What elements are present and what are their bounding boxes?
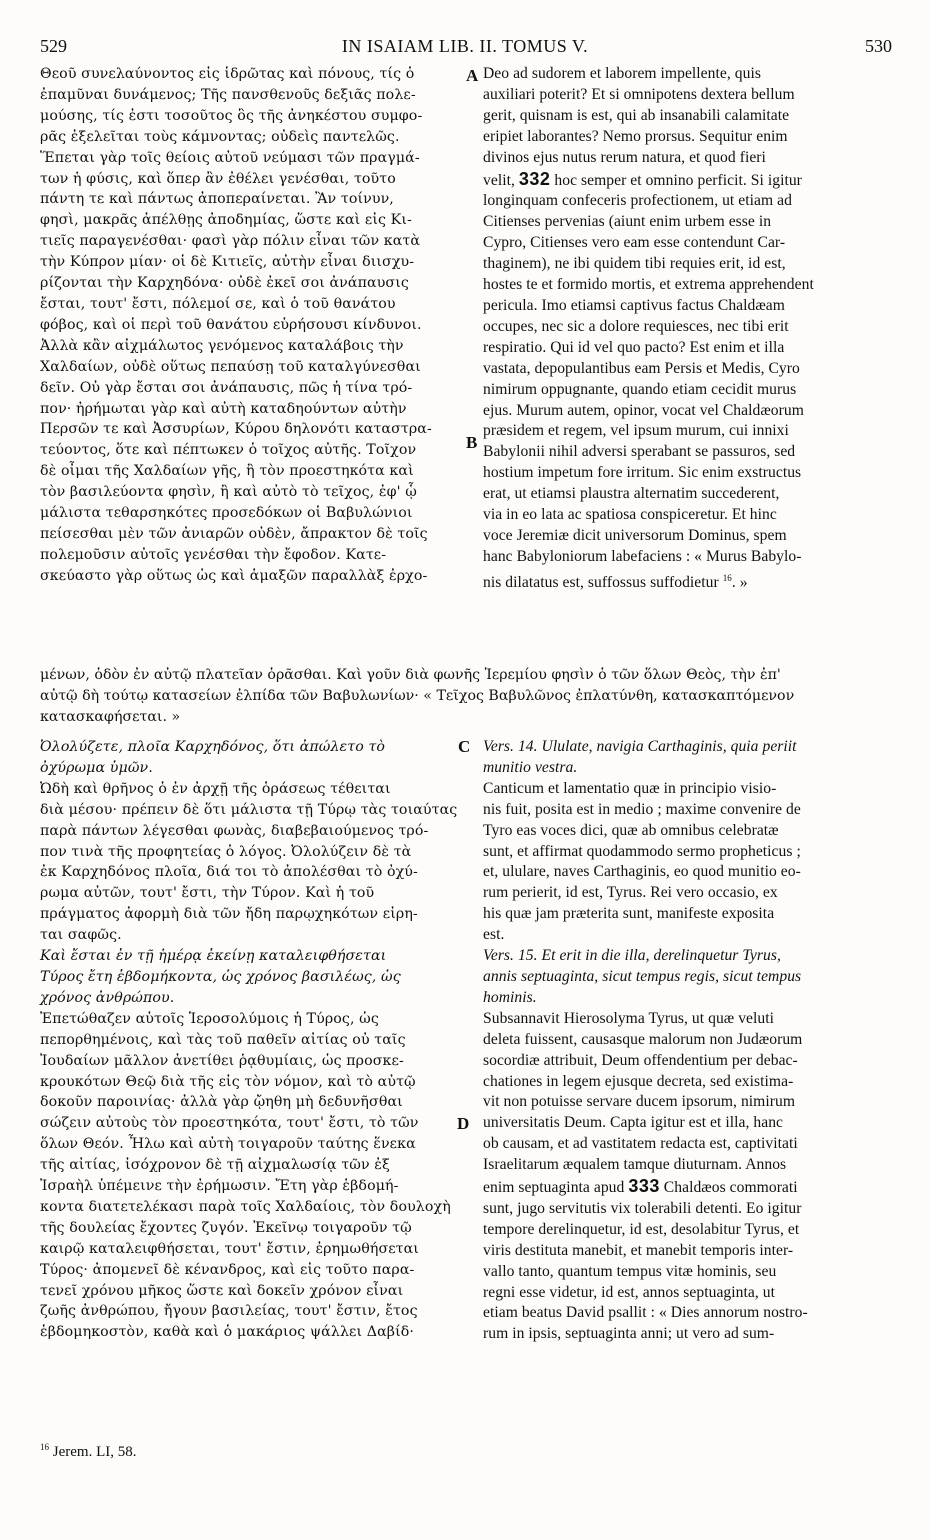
page-number-right: 530 <box>865 36 892 56</box>
text-line: auxiliari poterit? Et si omnipotens dextera bellum <box>483 85 795 103</box>
text-line: tempore derelinquetur, id est, desolabitur Tyrus, et <box>483 1220 800 1238</box>
text-line: Tyro eas voces dici, quæ ab omnibus celebratæ <box>483 821 779 839</box>
text-line: etiam beatus David psallit : « Dies annorum nostro- <box>483 1304 808 1322</box>
text-line: πράγματος ἀφορμὴ διὰ τῶν ἤδη παρῳχηκότων εἰρη- <box>40 906 418 923</box>
text-line: φόβος, καὶ οἱ περὶ τοῦ θανάτου εὑρήσουσι κίνδυνοι. <box>40 316 422 333</box>
text-line: eripiet laborantes? Nemo prorsus. Sequitur enim <box>483 127 788 145</box>
text-line: occupes, nec sic a dolore requiesces, nec tibi erit <box>483 317 789 335</box>
text-line: Τύρος· ἀπομενεῖ δὲ κένανδρος, καὶ εἰς τοῦτο παρα- <box>40 1261 415 1278</box>
text-line: Καὶ ἔσται ἐν τῇ ἡμέρᾳ ἐκείνῃ καταλειφθήσεται <box>40 948 387 965</box>
text-line: Ἰσραὴλ ὑπέμεινε τὴν ἐρήμωσιν. Ἔτη γὰρ ἑβδομή- <box>40 1178 399 1195</box>
text-line: Θεοῦ συνελαύνοντος εἰς ἱδρῶτας καὶ πόνους, τίς ὁ <box>40 66 415 82</box>
text-line: ται σαφῶς. <box>40 927 122 944</box>
text-line: Χαλδαίων, οὐδὲ οὕτως πεπαύσῃ τοῦ καταλγύνεσθαι <box>40 358 421 375</box>
text-line: universitatis Deum. Capta igitur est et illa, hanc <box>483 1114 784 1132</box>
greek-lemma-14 <box>40 737 460 779</box>
text-line: enim septuaginta apud <box>483 1179 629 1197</box>
text-line: Ἀλλὰ κἂν αἰχμάλωτος γενόμενος καταλάβοις τὴν <box>40 337 404 354</box>
text-line: vallo tanto, quantum tempus vitæ hominis, seu <box>483 1262 777 1280</box>
page-number-left: 529 <box>40 36 67 56</box>
text-line: αὐτῷ δὴ τούτῳ κατασείων ἐλπίδα τῶν Βαβυλωνίων· « Τεῖχος Βαβυλῶνος ἐπλατύνθη, κατασκαπτόμενον <box>40 687 795 704</box>
text-line: ejus. Murum autem, opinor, vocat vel Chaldæorum <box>483 401 804 419</box>
text-line: πολεμοῦσιν αὐτοῖς γενέσθαι τὴν ἔφοδον. Κατε- <box>40 546 387 563</box>
text-line: χρόνος ἀνθρώπου. <box>40 989 175 1006</box>
text-line: κατασκαφήσεται. » <box>40 708 181 725</box>
text-line: ἔσται, τουτ' ἔστι, πόλεμοί σε, καὶ ὁ τοῦ θανάτου <box>40 295 396 312</box>
latin-lemma-14 <box>483 737 891 779</box>
text-line: hostes te et formido mortis, et extrema apprehendent <box>483 276 814 294</box>
text-line: rum perierit, id est, Tyrus. Rei vero occasio, ex <box>483 884 778 902</box>
text-line: thaginem), ne ibi quidem tibi requies erit, id est, <box>483 255 786 273</box>
text-line: τῆς δουλείας ἔχοντες ζυγόν. Ἐκεῖνῳ τοιγαροῦν τῷ <box>40 1219 412 1236</box>
margin-marker-c: C <box>458 737 471 756</box>
text-line: Περσῶν τε καὶ Ἀσσυρίων, Κύρου δηλονότι καταστρα- <box>40 421 432 438</box>
text-line: πάντη τε καὶ πάντως ἀποπεραίνεται. Ἂν τοίνυν, <box>40 191 394 208</box>
text-line: Vers. 15. Et erit in die illa, derelinquetur Tyrus, <box>483 947 781 965</box>
text-line: τὴν Κύπρον μίαν· οἱ δὲ Κιτιεῖς, αὐτὴν εἶναι διισχυ- <box>40 254 415 271</box>
text-line: Deo ad sudorem et laborem impellente, quis <box>483 65 761 82</box>
text-line: τεύοντος, ὅτε καὶ πέπτωκεν ὁ τοῖχος αὐτῆς. Τοῖχον <box>40 442 417 459</box>
text-line: Chaldæos commorati <box>659 1179 798 1197</box>
text-line: vastata, depopulantibus eam Persis et Medis, Cyro <box>483 359 800 377</box>
text-line: Canticum et lamentatio quæ in principio visio- <box>483 779 777 797</box>
latin-paragraph <box>483 1009 891 1346</box>
margin-marker-b: B <box>466 433 478 452</box>
text-line: nis dilatatus est, suffossus suffodietur <box>483 573 723 591</box>
text-line: socordiæ attribuit, Deum offendentium per debac- <box>483 1051 798 1069</box>
text-line: Ἐπετώθαζεν αὐτοῖς Ἱεροσολύμοις ἡ Τύρος, ὡς <box>40 1010 379 1027</box>
text-line: respiratio. Qui id vel quo pacto? Est enim et illa <box>483 338 785 356</box>
text-line: πεπορθημένοις, καὶ τὰς τοῦ παθεῖν αἰτίας οὐ ταῖς <box>40 1031 406 1048</box>
text-line: ὅλων Θεόν. Ἦλω καὶ αὐτὴ τοιγαροῦν ταύτης ἕνεκα <box>40 1136 416 1153</box>
text-line: gerit, quisnam is est, qui ab insanabili calamitate <box>483 106 790 124</box>
text-line: deleta fuissent, causasque malorum non Judæorum <box>483 1030 803 1048</box>
text-line: Citienses pervenias (aiunt enim urbem esse in <box>483 213 772 231</box>
text-line: μένων, ὁδὸν ἐν αὐτῷ πλατεῖαν ὁρᾶσθαι. Καὶ γοῦν διὰ φωνῆς Ἱερεμίου φησὶν ὁ τῶν ὅλων Θεὸς, τὴν ἐπ' <box>40 667 781 683</box>
greek-paragraph <box>40 1009 460 1344</box>
text-line: τῆς αἰτίας, ἰσόχρονον δὲ τῇ αἰχμαλωσίᾳ τῶν ἐξ <box>40 1157 390 1174</box>
text-line: διὰ μέσου· πρέπειν δὲ ὅτι μάλιστα τῇ Τύρῳ τὰς τοιαύτας <box>40 801 458 818</box>
footnote-number: 16 <box>40 1442 49 1452</box>
text-line: via in eo lata ac spatiosa conspiceretur. Et hinc <box>483 506 777 524</box>
text-line: sunt, jugo servitutis vix tolerabili detenti. Eo igitur <box>483 1199 802 1217</box>
greek-paragraph <box>40 64 460 587</box>
footnote <box>40 1442 136 1461</box>
latin-paragraph <box>483 779 891 946</box>
text-line: ob causam, et ad vastitatem redacta est, captivitati <box>483 1135 798 1153</box>
text-line: ρίζονται τὴν Καρχηδόνα· οὐδὲ ἐκεῖ σοι ἀνάπαυσις <box>40 275 409 292</box>
page-header <box>0 36 930 58</box>
text-line: Vers. 14. Ululate, navigia Carthaginis, quia periit <box>483 738 797 755</box>
text-line: annis septuaginta, sicut tempus regis, sicut tempus <box>483 967 802 985</box>
text-line: erat, ut etiamsi plaustra alternatim succederent, <box>483 485 780 503</box>
text-line: ἐπαμῦναι δυνάμενος; Τῆς πανσθενοῦς δεξιᾶς πολε- <box>40 86 416 103</box>
text-line: Ὠδὴ καὶ θρῆνος ὁ ἐν ἀρχῇ τῆς ὁράσεως τέθειται <box>40 780 391 797</box>
latin-lemma-15 <box>483 946 891 1009</box>
text-line: Ὀλολύζετε, πλοῖα Καρχηδόνος, ὅτι ἀπώλετο τὸ <box>40 739 386 755</box>
text-line: Τύρος ἔτη ἑβδομήκοντα, ὡς χρόνος βασιλέως, ὡς <box>40 968 401 985</box>
text-line: et, ululare, naves Carthaginis, eo quod munitio eo- <box>483 863 801 881</box>
text-line: πον τινὰ τῆς προφητείας ὁ λόγος. Ὀλολύζειν δὲ τὰ <box>40 843 412 860</box>
text-line: hoc semper et omnino perficit. Si igitur <box>554 171 802 189</box>
greek-column-top <box>40 64 460 587</box>
text-line: κρουκότων Θεῷ διὰ τῆς εἰς τὸν νόμον, καὶ τὸ αὐτῷ <box>40 1073 416 1090</box>
text-line: longinquam confeceris profectionem, ut etiam ad <box>483 192 792 210</box>
text-line: ρᾶς ἐξελεῖται τοὺς κάμνοντας; οὐδεὶς παντελῶς. <box>40 128 400 145</box>
greek-fullwidth-continuation <box>40 665 892 728</box>
text-line: voce Jeremiæ dicit universorum Dominus, spem <box>483 526 787 544</box>
text-line: φησὶ, μακρᾶς ἀπέλθῃς ἀποδημίας, ὥστε καὶ εἰς Κι- <box>40 212 412 229</box>
column-number: 332 <box>518 168 551 189</box>
text-line: παρὰ πάντων λέγεσθαι φωνὰς, διαβεβαιούμενος τρό- <box>40 822 429 839</box>
running-title: IN ISAIAM LIB. II. TOMUS V. <box>341 36 589 56</box>
text-line: Israelitarum æqualem tamque diuturnam. Annos <box>483 1156 787 1174</box>
text-line: ἐκ Καρχηδόνος πλοῖα, διά τοι τὸ ἀπολέσθαι τὸ ὀχύ- <box>40 864 418 881</box>
greek-paragraph <box>40 779 460 946</box>
text-line: hostium impetum fore irritum. Sic enim exstructus <box>483 464 802 482</box>
text-line: τενεῖ χρόνου μῆκος ὥστε καὶ δοκεῖν χρόνον εἶναι <box>40 1282 404 1299</box>
greek-lemma-15 <box>40 946 460 1009</box>
text-line: πείσεσθαι μὲν τῶν ἀνιαρῶν οὐδὲν, ἄπρακτον δὲ τοῖς <box>40 525 428 542</box>
latin-paragraph <box>483 64 891 594</box>
text-line: καιρῷ καταλειφθήσεται, τουτ' ἔστιν, ἐρημωθήσεται <box>40 1240 419 1257</box>
text-line: ζωῆς ἀνθρώπου, ἤγουν βασιλείας, τουτ' ἔστιν, ἔτος <box>40 1303 418 1320</box>
text-line: ὀχύρωμα ὑμῶν. <box>40 759 153 776</box>
text-line: nis fuit, posita est in medio ; maxime convenire de <box>483 800 801 818</box>
text-line: Subsannavit Hierosolyma Tyrus, ut quæ veluti <box>483 1009 775 1027</box>
text-line: σκεύαστο γὰρ οὕτως ὡς καὶ ἁμαξῶν παραλλὰξ ἐρχο- <box>40 567 428 584</box>
text-line: nimirum oppugnante, quando etiam cecidit murus <box>483 380 797 398</box>
text-line: munitio vestra. <box>483 758 578 776</box>
text-line: his quæ jam præterita sunt, manifeste exposita <box>483 905 775 923</box>
text-line: Cypro, Citienses vero eam esse contendunt Car- <box>483 234 786 252</box>
text-line: σώζειν αὐτοὺς τὸν προεστηκότα, τουτ' ἔστι, τὸ τῶν <box>40 1115 419 1132</box>
text-line: δοκοῦν παροινίας· ἀλλὰ γὰρ ᾤηθη μὴ δεδυνῆσθαι <box>40 1094 403 1111</box>
text-line: viris destituta manebit, et manebit temporis inter- <box>483 1241 794 1259</box>
text-line: των ἡ φύσις, καὶ ὅπερ ἂν ἐθέλει γενέσθαι, τοῦτο <box>40 170 396 187</box>
text-line: velit, <box>483 171 519 189</box>
text-line: Ἰουδαίων μᾶλλον ἀνετίθει ῥᾳθυμίαις, ὡς προσκε- <box>40 1052 404 1069</box>
text-line: divinos ejus nutus rerum natura, et quod fieri <box>483 148 766 166</box>
text-line: est. <box>483 926 505 944</box>
text-line: Babylonii nihil adversi sperabant se passuros, sed <box>483 443 796 461</box>
text-line: δὲ οἶμαι τῆς Χαλδαίων γῆς, ἢ τὸν προεστηκότα καὶ <box>40 463 414 480</box>
text-line: hominis. <box>483 988 537 1006</box>
text-line: regni esse videtur, id est, annos septuaginta, ut <box>483 1283 775 1301</box>
latin-column-bottom <box>483 737 891 1345</box>
text-line: rum in ipsis, septuaginta anni; ut vero ad sum- <box>483 1325 775 1343</box>
text-line: πον· ἠρήμωται γὰρ καὶ αὐτὴ καταδηούντων αὐτὴν <box>40 400 407 417</box>
text-line: sunt, et affirmat quodammodo sermo propheticus ; <box>483 842 801 860</box>
text-line: μούσης, τίς ἐστι τοσοῦτος ὃς τῆς ἀνηκέστου συμφο- <box>40 107 423 124</box>
text-line: μάλιστα τεθαρσηκότες προσεδόκων οἱ Βαβυλώνιοι <box>40 505 413 522</box>
text-line: pericula. Imo etiamsi captivus factus Chaldæam <box>483 296 785 314</box>
text-line: τιεῖς παραγενέσθαι· φασὶ γὰρ πόλιν εἶναι τῶν κατὰ <box>40 233 421 250</box>
text-line: κοντα διατετελέκασι παρὰ τοῖς Χαλδαίοις, τὸν δουλοχὴ <box>40 1198 451 1215</box>
text-line: . » <box>731 573 748 591</box>
text-line: præsidem et regem, vel ipsum murum, cui innixi <box>483 422 789 440</box>
text-line: vit non potuisse servare ducem ipsorum, nimirum <box>483 1093 796 1111</box>
text-line: ρωμα αὐτῶν, τουτ' ἔστι, τὴν Τύρον. Καὶ ἡ τοῦ <box>40 885 375 902</box>
text-line: Ἕπεται γὰρ τοῖς θείοις αὐτοῦ νεύμασι τῶν πραγμά- <box>40 149 420 166</box>
margin-marker-d: D <box>457 1114 470 1133</box>
text-line: hanc Babyloniorum labefaciens : « Murus Babylo- <box>483 547 802 565</box>
footnote-ref: 16 <box>722 572 732 583</box>
footnote-text: Jerem. LI, 58. <box>49 1444 137 1460</box>
latin-column-top <box>483 64 891 594</box>
text-line: chationes in legem ejusque decreta, sed existima- <box>483 1072 794 1090</box>
text-line: ἑβδομηκοστὸν, καθὰ καὶ ὁ μακάριος ψάλλει Δαβίδ· <box>40 1324 415 1341</box>
text-line: τὸν βασιλεύοντα φησὶν, ἢ καὶ αὐτὸ τὸ τεῖχος, ἐφ' ᾧ <box>40 484 417 501</box>
text-line: δεῖν. Οὐ γὰρ ἔσται σοι ἀνάπαυσις, πῶς ἡ τίνα τρό- <box>40 379 413 396</box>
margin-marker-a: A <box>466 66 479 85</box>
greek-column-bottom <box>40 737 460 1343</box>
column-number: 333 <box>628 1176 660 1197</box>
